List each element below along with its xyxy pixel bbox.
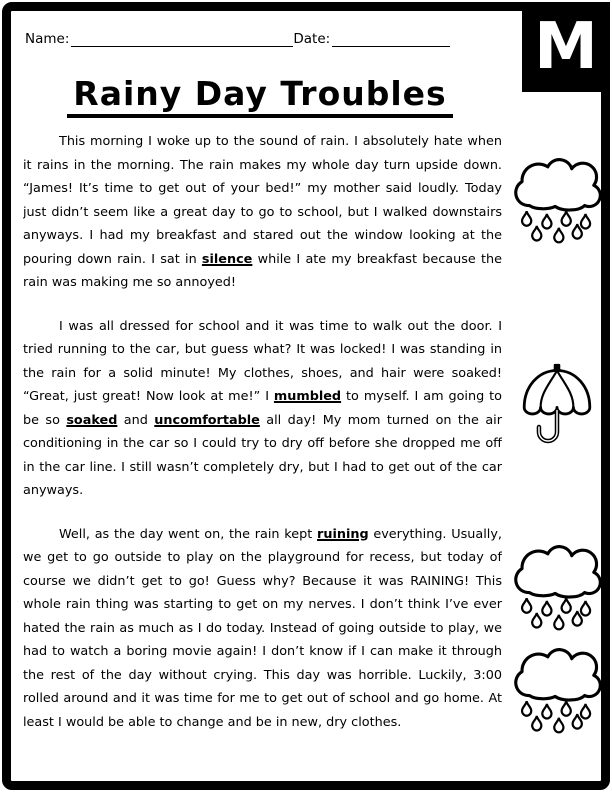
date-field bbox=[293, 30, 450, 47]
passage-text: Well, as the day went on, the rain kept bbox=[59, 526, 318, 542]
name-label: Name: bbox=[25, 31, 70, 47]
rain-cloud-icon bbox=[511, 156, 603, 244]
passage-text: I was all dressed for school and it was time to walk out the door. I tried running to the car, but guess what? It was locked! I was standing in the rain for a solid minute! My clothes, shoes, and hair were soaked! “Great, just great! Now look at me!” I bbox=[23, 318, 502, 404]
paragraph bbox=[23, 523, 502, 735]
page-title: Rainy Day Troubles bbox=[67, 76, 452, 118]
rain-cloud-icon bbox=[511, 646, 603, 734]
vocab-word: soaked bbox=[66, 412, 118, 428]
rain-cloud-icon bbox=[511, 543, 603, 631]
paragraph bbox=[23, 315, 502, 503]
date-label: Date: bbox=[293, 31, 331, 47]
passage-text: to myself. I am going to be so bbox=[23, 389, 502, 428]
passage-text: and bbox=[117, 412, 155, 428]
corner-letter: M bbox=[534, 10, 598, 84]
paragraph bbox=[23, 130, 502, 295]
vocab-word: mumbled bbox=[273, 389, 342, 404]
title-wrap bbox=[40, 76, 480, 118]
vocab-word: silence bbox=[201, 251, 253, 267]
passage bbox=[23, 130, 502, 778]
umbrella-svg bbox=[516, 360, 598, 458]
passage-text: This morning I woke up to the sound of rain. I absolutely hate when it rains in the morning. The rain makes my whole day turn upside down. “James! It’s time to get out of your bed!” my mother said loudly. Today just didn’t seem like a great day to go to school, but I walked downstairs anyways. I had my breakfast and stared out the window looking at the pouring down rain. I sat in bbox=[23, 134, 502, 267]
date-blank-line[interactable] bbox=[332, 30, 450, 47]
vocab-word: uncomfortable bbox=[154, 412, 260, 428]
umbrella-icon bbox=[516, 360, 598, 458]
passage-text: everything. Usually, we get to go outside to play on the playground for recess, but today of course we didn’t get to go! Guess why? Because it was RAINING! This whole rain thing was starting to get on my nerves. I don’t think I’ve ever hated the rain as much as I do today. Instead of going outside to play, we had to watch a boring movie again! I don’t know if I can make it through the rest of the day without crying. This day was horrible. Luckily, 3:00 rolled around and it was time for me to get out of school and go home. At least I would be able to change and be in new, dry clothes. bbox=[23, 526, 502, 730]
passage-text: while I ate my breakfast because the rain was making me so annoyed! bbox=[23, 251, 502, 290]
corner-letter-badge bbox=[522, 2, 610, 92]
passage-text: all day! My mom turned on the air conditioning in the car so I could try to dry off before she dropped me off in the car line. I still wasn’t completely dry, but I had to get out of the car anyways. bbox=[23, 412, 502, 498]
vocab-word: ruining bbox=[317, 526, 369, 542]
rain-cloud-svg bbox=[511, 646, 603, 734]
rain-cloud-svg bbox=[511, 156, 603, 244]
name-blank-line[interactable] bbox=[71, 30, 293, 47]
rain-cloud-svg bbox=[511, 543, 603, 631]
name-field bbox=[25, 30, 293, 47]
header-row bbox=[25, 30, 449, 47]
